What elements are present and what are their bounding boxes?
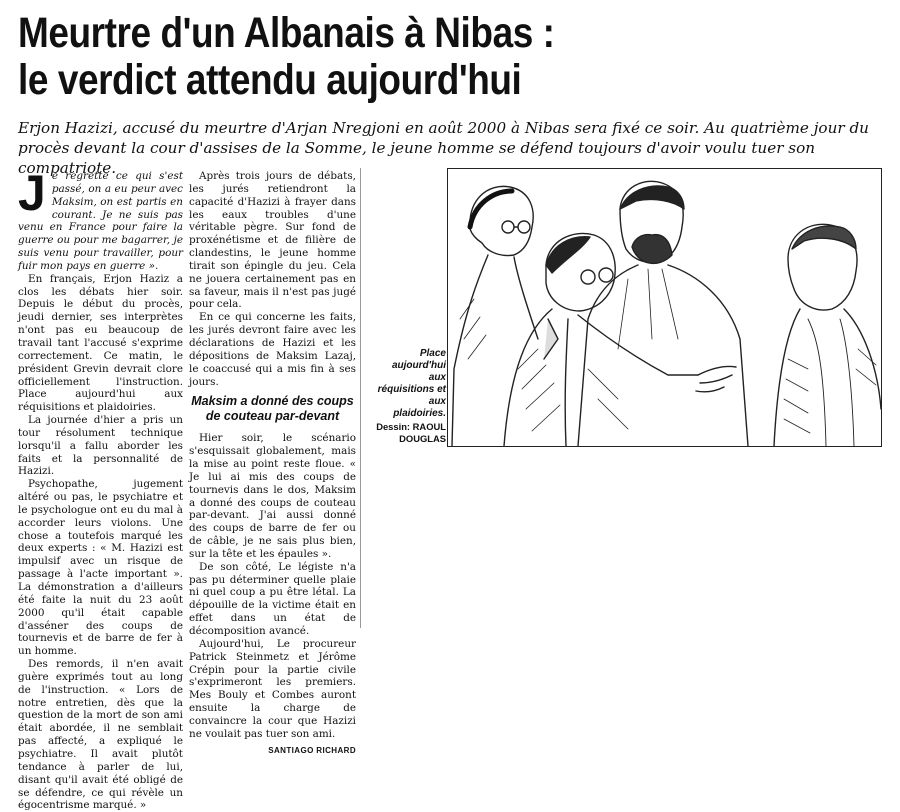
article-paragraph: La journée d'hier a pris un tour résolument technique lorsqu'il a fallu aborder les faits et la personnalité de Hazizi. bbox=[18, 414, 183, 478]
article-paragraph: De son côté, Le légiste n'a pas pu déterminer quelle plaie ni quel coup a pu être létal. La dépouille de la victime était en effet dans un état de décomposition avancé. bbox=[189, 560, 356, 637]
drop-cap: J bbox=[18, 165, 46, 221]
standfirst: Erjon Hazizi, accusé du meurtre d'Arjan Nregjoni en août 2000 à Nibas sera fixé ce soir. Au quatrième jour du procès devant la cour d'assises de la Somme, le jeune homme se défend toujours d'avoir voulu tuer son compatriote. bbox=[18, 119, 869, 177]
court-sketch-illustration bbox=[447, 168, 882, 447]
article-column-2 bbox=[189, 170, 356, 757]
byline: SANTIAGO RICHARD bbox=[268, 745, 356, 755]
article-paragraph: Psychopathe, jugement altéré ou pas, le psychiatre et le psychologue ont eu du mal à accorder leurs violons. Une chose a toutefois marqué les deux experts : « M. Hazizi est impulsif avec un risque de passage à l'acte important ». La démonstration a d'ailleurs été faite la nuit du 23 août 2000 qu'il était capable d'asséner des coups de tournevis et de barre de fer à un homme. bbox=[18, 478, 183, 658]
article-paragraph: En ce qui concerne les faits, les jurés devront faire avec les déclarations de Hazizi et les dépositions de Maksim Lazaj, le coaccusé qui a mis fin à ses jours. bbox=[189, 311, 356, 388]
article-paragraph: Après trois jours de débats, les jurés retiendront la capacité d'Hazizi à frayer dans les eaux troubles d'une véritable pègre. Sur fond de proxénétisme et de filière de clandestins, le jeune homme tirait son épingle du jeu. Cela ne jouera certainement pas en sa faveur, mais il n'est pas jugé pour cela. bbox=[189, 170, 356, 311]
article-column-1 bbox=[18, 165, 183, 812]
article-paragraph: Aujourd'hui, Le procureur Patrick Steinmetz et Jérôme Crépin pour la partie civile s'exprimeront les premiers. Mes Bouly et Combes auront ensuite la charge de convaincre la cour que Hazizi ne voulait pas tuer son ami. bbox=[189, 637, 356, 740]
column-divider bbox=[360, 168, 361, 628]
headline-line-2: le verdict attendu aujourd'hui bbox=[18, 56, 522, 104]
article-paragraph: En français, Erjon Haziz a clos les débats hier soir. Depuis le début du procès, jeudi dernier, ses interprètes n'ont pas eu beaucoup de travail tant l'accusé s'exprime correctement. Ce matin, le président Grevin devrait clore officiellement l'instruction. Place aujourd'hui aux réquisitions et plaidoiries. bbox=[18, 272, 183, 414]
headline bbox=[18, 10, 766, 104]
article-paragraph: Hier soir, le scénario s'esquissait globalement, mais la mise au point reste floue. « Je lui ai mis des coups de tournevis dans le dos, Maksim a donné des coups de couteau par-devant. J'ai aussi donné des coups de barre de fer ou de câble, je ne sais plus bien, sur la tête et les épaules ». bbox=[189, 432, 356, 560]
illustration-credit: Dessin: RAOUL DOUGLAS bbox=[376, 421, 446, 444]
article-subhead: Maksim a donné des coups de couteau par-devant bbox=[191, 394, 354, 424]
headline-line-1: Meurtre d'un Albanais à Nibas : bbox=[18, 9, 555, 57]
illustration-caption: Place aujourd'hui aux réquisitions et aux plaidoiries. bbox=[377, 348, 446, 419]
article-paragraph: Des remords, il n'en avait guère exprimés tout au long de l'instruction. « Lors de notre entretien, dès que la question de la mort de son ami était abordée, il ne semblait pas affecté, a expliqué le psychiatre. Il avait plutôt tendance à parler de lui, disant qu'il avait été obligé de se défendre, ce qui révèle un égocentrisme marqué. » bbox=[18, 658, 183, 812]
article-paragraph: e regrette ce qui s'est passé, on a eu peur avec Maksim, on est partis en courant. Je ne suis pas venu en France pour faire la guerre ou pour me bagarrer, je suis venu pour travailler, pour fuir mon pays en guerre ». bbox=[18, 170, 183, 272]
